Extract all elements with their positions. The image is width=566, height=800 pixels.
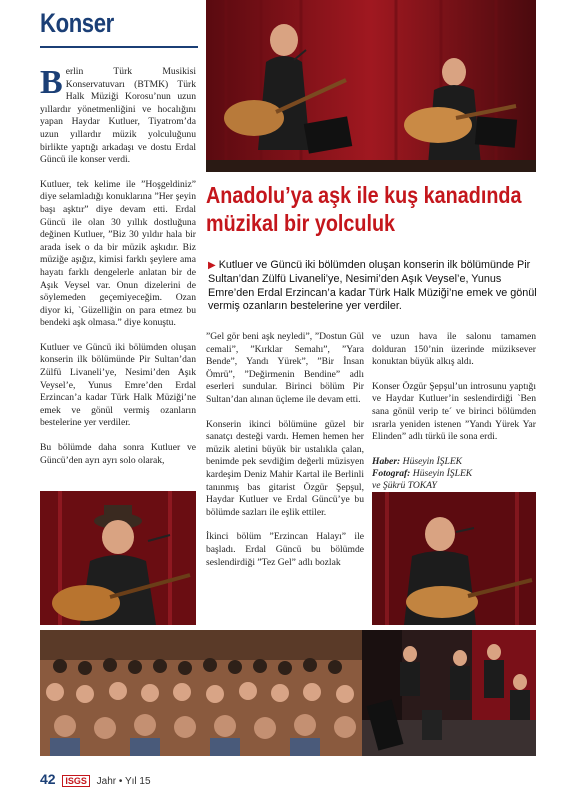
lead-paragraph [208, 259, 543, 314]
column-1-paragraph-4: Bu bölümde daha sonra Kutluer ve Güncü’den ayrı ayrı solo olarak, [40, 442, 196, 466]
magazine-logo: ISGS [62, 775, 90, 787]
issue-label: Jahr • Yıl 15 [96, 776, 151, 787]
section-title: Konser [40, 8, 114, 38]
column-2 [206, 331, 364, 581]
column-2-paragraph-3: İkinci bölüm ”Erzincan Halayı” ile başladı. Erdal Güncü bu bölümde seslendirdiği ”Tez Gel” adlı bozlak [206, 531, 364, 568]
lead-text: Kutluer ve Güncü iki bölümden oluşan konserin ilk bölümünde Pir Sultan’dan Zülfü Livaneli’ye, Nesimi’den Aşık Veysel’e, Yunus Emre’den Erdal Erzincan’a kadar Türk Halk Müziği’ne emek ve gönül vermiş ozanların bestelerine yer verdiler. [208, 259, 537, 313]
photo-musician-with-hat [40, 491, 196, 625]
title-underline [40, 46, 198, 48]
page-footer [40, 771, 151, 787]
drop-cap: B [40, 64, 63, 101]
column-2-paragraph-1: ”Gel gör beni aşk neyledi”, ”Dostun Gül cemali”, ”Kırklar Semahı”, ”Yara Bende”, Yandı Yürek”, ”Bir İnsan Ömrü”, ”Değirmenin Bendine” adlı eserleri sundular. Birinci bölüm Pir Sultan’dan alınan üçleme ile devam etti. [206, 331, 364, 405]
column-1-paragraph-1: Berlin Türk Musikisi Konservatuvarı (BTMK) Türk Halk Müziği Korosu’nun uzun yıllardır yönetmenliğini ve hocalığını yapan Haydar Kutluer, Tiyatrom’da uzun yıllardır müzik yolculuğunu birlikte yaptığı arkadaşı ve dostu Erdal Güncü ile konser verdi. [40, 64, 196, 166]
column-1 [40, 66, 196, 479]
photo-credits: Haber: Hüseyin İŞLEK Fotograf: Hüseyin İŞLEK ve Şükrü TOKAY [372, 455, 473, 491]
headline-line-1: Anadolu’ya aşk ile kuş kanadında [206, 182, 522, 208]
triangle-bullet-icon: ▶ [208, 260, 216, 271]
column-3-paragraph-1: ve uzun hava ile salonu tamamen dolduran 150’nin üzerinde müziksever konuktan büyük alkış aldı. [372, 331, 536, 368]
page-number: 42 [40, 771, 56, 787]
column-1-paragraph-3: Kutluer ve Güncü iki bölümden oluşan konserin ilk bölümünde Pir Sultan’dan Zülfü Livaneli’ye, Nesimi’den Aşık Veysel’e, Yunus Emre’den Erdal Erzincan’a kadar Türk Halk Müziği’ne emek ve gönül vermiş ozanların bestelerine yer verdiler. [40, 341, 196, 429]
article-headline [206, 181, 522, 237]
photo-singing-musician [372, 492, 536, 625]
column-1-paragraph-2: Kutluer, tek kelime ile ”Hoşgeldiniz” diye selamladığı konuklarına ”Her şeyin başı aşktır” diye devam etti. Erdal Güncü ile olan 30 yıllık dostluğuna değinen Kutluer, ”Biz 30 yıldır hala bir arada isek o da bir müzik aşkıdır. Biz müziğe aşığız, kimisi farklı şeylere ama hayatı farklı dengelerle anlatan bir de Aşık Veysel var. Onun dizelerini de söylemeden geçemiyeceğim. Ozan diyor ki, `Güzelliğin on para etmez bu bendeki aşk olmasa.” diye konuştu. [40, 178, 196, 329]
column-3 [372, 331, 536, 492]
column-2-paragraph-2: Konserin ikinci bölümüne güzel bir sanatçı desteği vardı. Hemen hemen her müzik aletini büyük bir ustalıkla çalan, benimde pek sevdiğim değerli müzisyen kardeşim Deniz Mahir Kartal ile Berlinli tanınmış bas gitarist Özgür Şepşul, Haydar Kutluer ve Erdal Güncü’ye bu bölümde sazları ile eşlik ettiler. [206, 418, 364, 518]
column-3-paragraph-2: Konser Özgür Şepşul’un introsunu yaptığı ve Haydar Kutluer’in seslendirdiği `Ben sana gönül verip te´ ve birinci bölümden ısrarla yeniden istenen ”Yandı Yürek Yar Elinden” adlı türkü ile sona erdi. [372, 380, 536, 443]
photo-band-on-stage [362, 630, 536, 756]
photo-audience [40, 630, 362, 756]
photo-two-musicians [206, 0, 536, 172]
headline-line-2: müzikal bir yolculuk [206, 210, 396, 236]
